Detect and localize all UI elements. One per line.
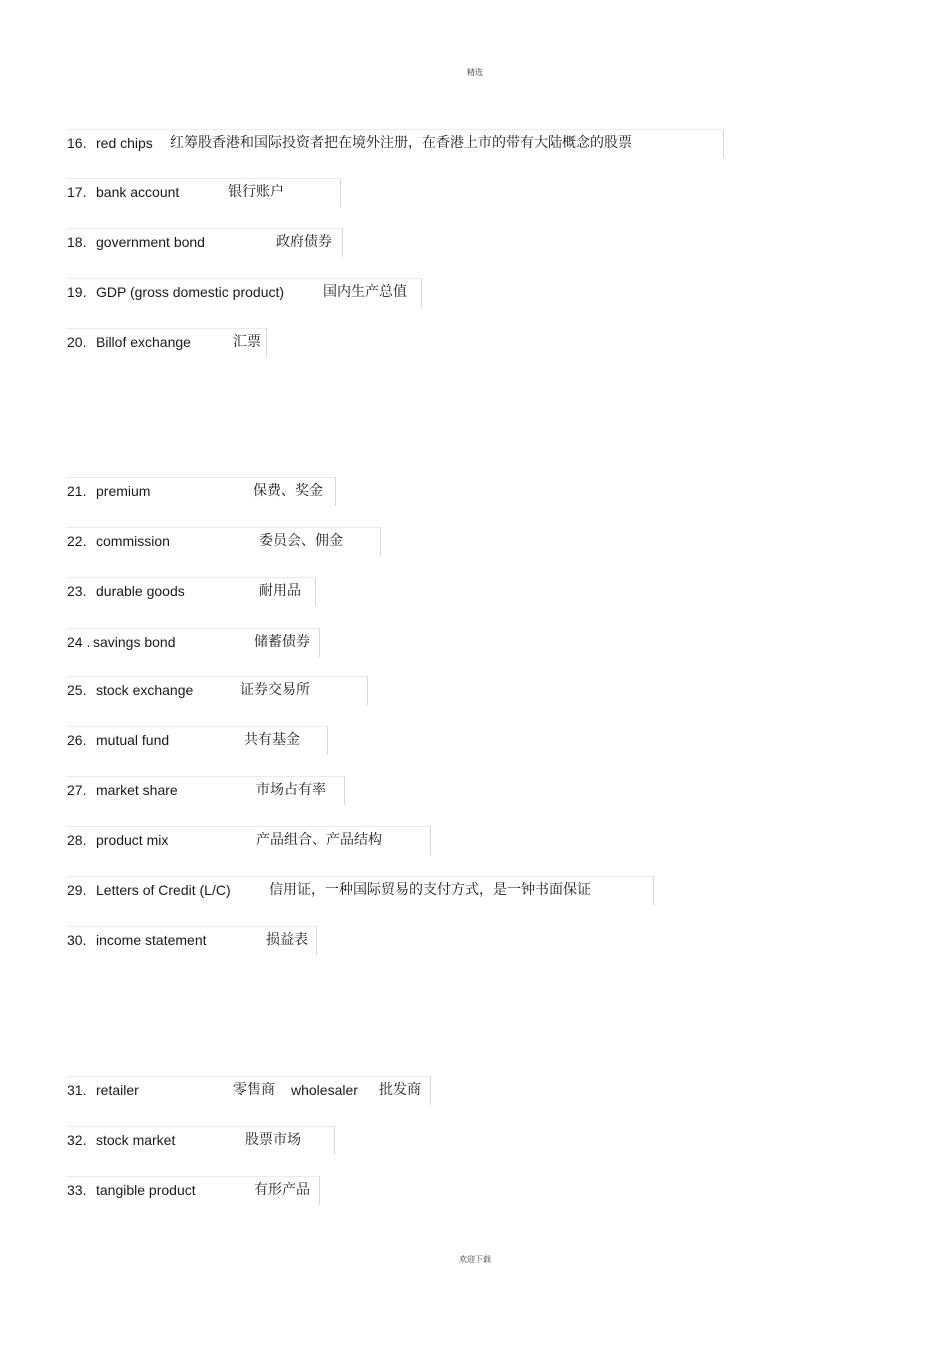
entry-number: 21. xyxy=(67,483,87,499)
entry-number: 23. xyxy=(67,583,87,599)
glossary-entry xyxy=(67,278,422,307)
entry-number: 18. xyxy=(67,234,87,250)
entry-term: mutual fund xyxy=(96,732,170,748)
entry-number: 32. xyxy=(67,1132,87,1148)
glossary-entry xyxy=(67,477,336,506)
entry-translation: 信用证，一种国际贸易的支付方式，是一钟书面保证 xyxy=(269,882,591,898)
entry-term: stock market xyxy=(96,1132,176,1148)
glossary-entry xyxy=(67,726,328,755)
entry-number: 28. xyxy=(67,832,87,848)
glossary-entry xyxy=(67,1126,335,1155)
entry-number: 26. xyxy=(67,732,87,748)
page-footer: 欢迎下载 xyxy=(459,1255,491,1264)
entry-term: stock exchange xyxy=(96,682,194,698)
glossary-entry xyxy=(67,328,267,357)
entry-translation-secondary: 批发商 xyxy=(379,1082,421,1098)
entry-translation: 储蓄债券 xyxy=(254,634,310,650)
entry-number: 29. xyxy=(67,882,87,898)
entry-number: 22. xyxy=(67,533,87,549)
entry-number: 16. xyxy=(67,135,87,151)
entry-translation: 耐用品 xyxy=(259,583,301,599)
entry-translation: 共有基金 xyxy=(244,732,300,748)
entry-term: GDP (gross domestic product) xyxy=(96,284,285,300)
entry-translation: 零售商 xyxy=(233,1082,275,1098)
glossary-entry xyxy=(67,1076,431,1105)
entry-term: commission xyxy=(96,533,170,549)
entry-translation: 有形产品 xyxy=(254,1182,310,1198)
entry-translation: 产品组合、产品结构 xyxy=(256,832,382,848)
entry-term: durable goods xyxy=(96,583,185,599)
entry-number: 25. xyxy=(67,682,87,698)
entry-term: savings bond xyxy=(93,634,176,650)
entry-term: premium xyxy=(96,483,151,499)
entry-term: Letters of Credit (L/C) xyxy=(96,882,231,898)
entry-number: 27. xyxy=(67,782,87,798)
entry-translation: 市场占有率 xyxy=(256,782,326,798)
entry-term: red chips xyxy=(96,135,153,151)
entry-translation: 证券交易所 xyxy=(240,682,310,698)
entry-term: tangible product xyxy=(96,1182,196,1198)
entry-term: income statement xyxy=(96,932,207,948)
entry-translation: 股票市场 xyxy=(245,1132,301,1148)
entry-translation: 汇票 xyxy=(233,334,261,350)
glossary-entry xyxy=(67,1176,320,1205)
entry-term: bank account xyxy=(96,184,180,200)
glossary-entry xyxy=(67,676,368,705)
entry-number: 17. xyxy=(67,184,87,200)
glossary-entry xyxy=(67,228,343,257)
glossary-entry xyxy=(67,876,654,905)
glossary-entry xyxy=(67,926,317,955)
entry-term-secondary: wholesaler xyxy=(291,1082,358,1098)
entry-translation: 损益表 xyxy=(266,932,308,948)
entry-term: product mix xyxy=(96,832,169,848)
glossary-entry xyxy=(67,776,345,805)
glossary-entry xyxy=(67,527,381,556)
glossary-entry xyxy=(67,178,341,207)
entry-translation: 银行账户 xyxy=(228,184,284,200)
entry-translation: 红筹股香港和国际投资者把在境外注册，在香港上市的带有大陆概念的股票 xyxy=(170,135,632,151)
glossary-entry xyxy=(67,628,320,657)
entry-term: Billof exchange xyxy=(96,334,191,350)
entry-term: market share xyxy=(96,782,178,798)
entry-number: 31. xyxy=(67,1082,87,1098)
entry-number: 24 . xyxy=(67,634,91,650)
glossary-entry xyxy=(67,577,316,606)
glossary-entry xyxy=(67,129,724,158)
entry-number: 20. xyxy=(67,334,87,350)
entry-number: 19. xyxy=(67,284,87,300)
entry-translation: 保费、奖金 xyxy=(253,483,323,499)
entry-number: 30. xyxy=(67,932,87,948)
entry-translation: 委员会、佣金 xyxy=(259,533,343,549)
entry-translation: 政府债券 xyxy=(276,234,332,250)
entry-term: government bond xyxy=(96,234,205,250)
glossary-entry xyxy=(67,826,431,855)
page-header: 精选 xyxy=(467,68,483,77)
entry-number: 33. xyxy=(67,1182,87,1198)
entry-term: retailer xyxy=(96,1082,139,1098)
entry-translation: 国内生产总值 xyxy=(323,284,407,300)
